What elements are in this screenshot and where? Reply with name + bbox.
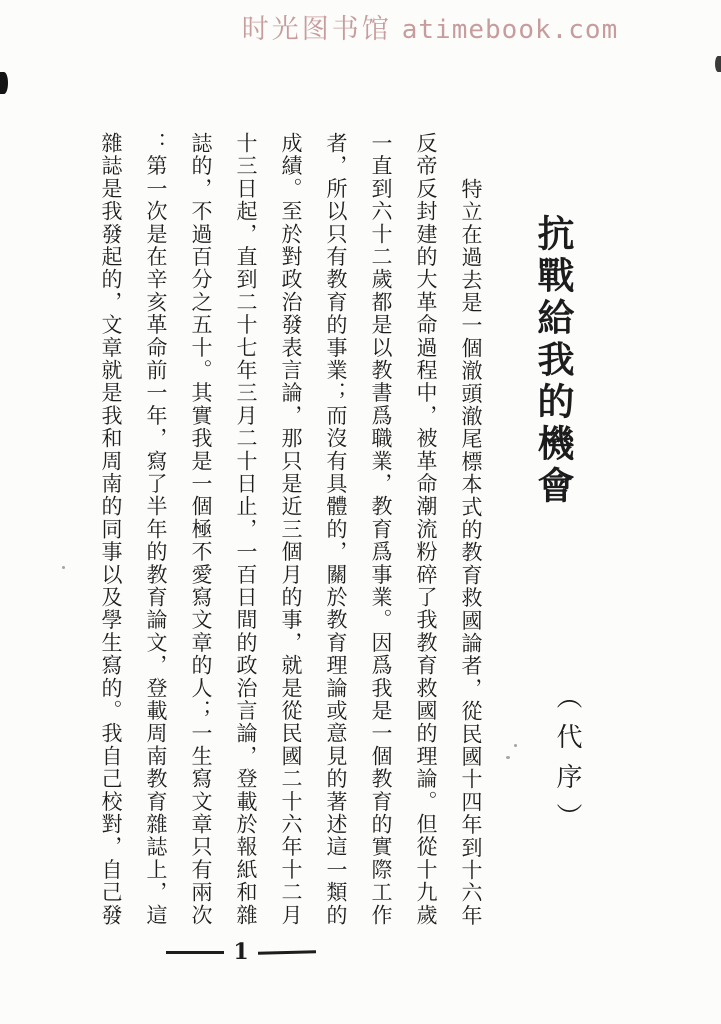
- body-column: 者，所以只有教育的事業；而沒有具體的，關於教育理論或意見的著述這一類的: [324, 132, 348, 927]
- body-column: 一直到六十二歲都是以教書爲職業，教育爲事業。因爲我是一個教育的實際工作: [369, 132, 393, 927]
- scan-speck: [62, 566, 65, 569]
- page-subtitle: （代序）: [553, 683, 582, 843]
- scan-speck: [514, 744, 517, 747]
- page-title: 抗戰給我的機會: [531, 214, 572, 508]
- body-text: [88, 132, 493, 947]
- watermark: [242, 7, 619, 46]
- scan-speck: [506, 756, 510, 759]
- scan-artifact-top-left: [0, 72, 8, 94]
- body-column: 反帝反封建的大革命過程中，被革命潮流粉碎了我教育救國的理論。但從十九歲: [414, 132, 438, 927]
- page-footer: [166, 941, 316, 963]
- watermark-site-domain: atimebook.com: [401, 15, 619, 45]
- body-column: 誌的，不過百分之五十。其實我是一個極不愛寫文章的人；一生寫文章只有兩次: [189, 132, 213, 927]
- scan-artifact-top-right: [715, 56, 721, 72]
- watermark-site-name: 时光图书馆: [241, 14, 392, 45]
- page-number: 1: [233, 939, 249, 965]
- body-column: 特立在過去是一個澈頭澈尾標本式的教育救國論者，從民國十四年到十六年: [459, 178, 483, 928]
- body-column: ：第一次是在辛亥革命前一年，寫了半年的教育論文，登載周南教育雜誌上，這: [144, 132, 168, 927]
- body-column: 十三日起，直到二十七年三月二十日止，一百日間的政治言論，登載於報紙和雜: [234, 132, 258, 927]
- body-column: 成績。至於對政治發表言論，那只是近三個月的事，就是從民國二十六年十二月: [279, 132, 303, 927]
- body-column: 雜誌是我發起的，文章就是我和周南的同事以及學生寫的。我自己校對，自己發: [99, 132, 123, 927]
- footer-dash-right: [258, 950, 316, 955]
- footer-dash-left: [166, 951, 224, 954]
